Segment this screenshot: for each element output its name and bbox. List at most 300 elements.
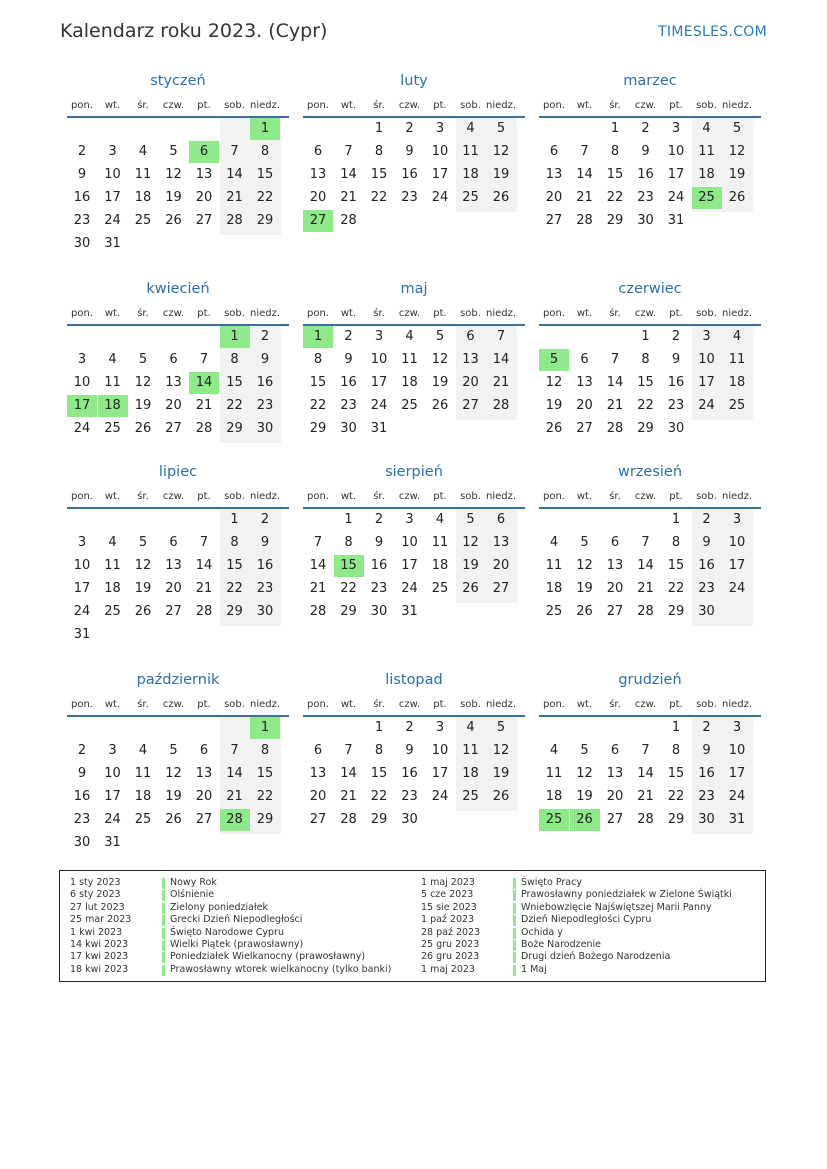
day-cell[interactable]: 12	[492, 144, 510, 159]
day-cell[interactable]: 13	[606, 766, 624, 781]
day-cell[interactable]: 3	[435, 121, 445, 136]
holiday-day-cell[interactable]: 1	[303, 326, 333, 348]
day-cell[interactable]: 22	[256, 789, 274, 804]
day-cell[interactable]: 12	[462, 535, 479, 550]
day-cell[interactable]: 3	[732, 720, 742, 735]
day-cell[interactable]: 31	[401, 604, 418, 619]
day-cell[interactable]: 7	[580, 144, 589, 159]
day-cell[interactable]: 14	[576, 167, 593, 182]
day-cell[interactable]: 26	[462, 581, 479, 596]
day-cell[interactable]: 23	[370, 581, 388, 596]
day-cell[interactable]: 3	[702, 329, 711, 344]
day-cell[interactable]: 16	[256, 558, 274, 573]
day-cell[interactable]: 11	[462, 743, 479, 758]
day-cell[interactable]: 20	[195, 789, 213, 804]
day-cell[interactable]: 10	[104, 766, 121, 781]
day-cell[interactable]: 24	[431, 190, 449, 205]
day-cell[interactable]: 30	[637, 213, 654, 228]
day-cell[interactable]: 10	[370, 352, 388, 367]
day-cell[interactable]: 2	[260, 329, 270, 344]
day-cell[interactable]: 2	[344, 329, 353, 344]
day-cell[interactable]: 2	[641, 121, 650, 136]
day-cell[interactable]: 29	[340, 604, 357, 619]
holiday-day-cell[interactable]: 27	[303, 210, 333, 232]
day-cell[interactable]: 14	[340, 167, 357, 182]
day-cell[interactable]: 4	[435, 512, 445, 527]
day-cell[interactable]: 3	[671, 121, 681, 136]
day-cell[interactable]: 20	[165, 581, 182, 596]
day-cell[interactable]: 13	[606, 558, 624, 573]
day-cell[interactable]: 8	[610, 144, 620, 159]
day-cell[interactable]: 20	[462, 375, 479, 390]
day-cell[interactable]: 21	[226, 789, 243, 804]
day-cell[interactable]: 13	[545, 167, 563, 182]
day-cell[interactable]: 12	[431, 352, 449, 367]
day-cell[interactable]: 23	[256, 581, 274, 596]
day-cell[interactable]: 3	[77, 535, 87, 550]
day-cell[interactable]: 14	[637, 766, 654, 781]
day-cell[interactable]: 24	[667, 190, 685, 205]
day-cell[interactable]: 20	[545, 190, 563, 205]
day-cell[interactable]: 21	[492, 375, 510, 390]
day-cell[interactable]: 11	[728, 352, 746, 367]
day-cell[interactable]: 3	[108, 743, 117, 758]
day-cell[interactable]: 4	[549, 535, 559, 550]
day-cell[interactable]: 8	[671, 535, 681, 550]
day-cell[interactable]: 20	[195, 190, 213, 205]
day-cell[interactable]: 10	[73, 375, 91, 390]
day-cell[interactable]: 2	[77, 144, 87, 159]
day-cell[interactable]: 15	[606, 167, 624, 182]
day-cell[interactable]: 18	[462, 766, 479, 781]
holiday-day-cell[interactable]: 17	[67, 395, 97, 417]
day-cell[interactable]: 5	[580, 743, 589, 758]
day-cell[interactable]: 9	[702, 535, 711, 550]
day-cell[interactable]: 17	[667, 167, 685, 182]
day-cell[interactable]: 26	[728, 190, 746, 205]
day-cell[interactable]: 6	[466, 329, 475, 344]
day-cell[interactable]: 27	[309, 812, 327, 827]
day-cell[interactable]: 12	[165, 766, 182, 781]
day-cell[interactable]: 9	[405, 743, 414, 758]
day-cell[interactable]: 23	[637, 190, 654, 205]
holiday-day-cell[interactable]: 25	[539, 809, 569, 831]
day-cell[interactable]: 13	[195, 167, 213, 182]
day-cell[interactable]: 9	[702, 743, 711, 758]
day-cell[interactable]: 22	[226, 581, 243, 596]
day-cell[interactable]: 12	[134, 558, 152, 573]
day-cell[interactable]: 8	[344, 535, 353, 550]
day-cell[interactable]: 29	[309, 421, 327, 436]
day-cell[interactable]: 19	[134, 581, 152, 596]
day-cell[interactable]: 14	[492, 352, 510, 367]
day-cell[interactable]: 23	[401, 789, 418, 804]
day-cell[interactable]: 30	[698, 604, 715, 619]
holiday-day-cell[interactable]: 6	[189, 141, 219, 163]
day-cell[interactable]: 6	[169, 535, 178, 550]
day-cell[interactable]: 25	[728, 398, 746, 413]
day-cell[interactable]: 28	[606, 421, 624, 436]
day-cell[interactable]: 16	[340, 375, 357, 390]
day-cell[interactable]: 16	[256, 375, 274, 390]
day-cell[interactable]: 2	[405, 121, 414, 136]
day-cell[interactable]: 15	[667, 558, 685, 573]
day-cell[interactable]: 9	[77, 167, 87, 182]
day-cell[interactable]: 23	[401, 190, 418, 205]
day-cell[interactable]: 20	[309, 789, 327, 804]
day-cell[interactable]: 28	[492, 398, 510, 413]
day-cell[interactable]: 17	[104, 789, 121, 804]
day-cell[interactable]: 7	[641, 743, 650, 758]
holiday-day-cell[interactable]: 26	[570, 809, 600, 831]
day-cell[interactable]: 23	[256, 398, 274, 413]
day-cell[interactable]: 19	[576, 581, 593, 596]
day-cell[interactable]: 15	[637, 375, 654, 390]
day-cell[interactable]: 4	[732, 329, 742, 344]
day-cell[interactable]: 12	[576, 766, 593, 781]
day-cell[interactable]: 27	[576, 421, 593, 436]
day-cell[interactable]: 29	[226, 604, 243, 619]
day-cell[interactable]: 20	[576, 398, 593, 413]
day-cell[interactable]: 28	[340, 812, 357, 827]
day-cell[interactable]: 16	[698, 558, 715, 573]
day-cell[interactable]: 2	[77, 743, 87, 758]
day-cell[interactable]: 11	[431, 535, 449, 550]
day-cell[interactable]: 5	[169, 743, 178, 758]
day-cell[interactable]: 30	[340, 421, 357, 436]
day-cell[interactable]: 13	[195, 766, 213, 781]
day-cell[interactable]: 11	[401, 352, 418, 367]
day-cell[interactable]: 26	[492, 190, 510, 205]
day-cell[interactable]: 5	[138, 352, 148, 367]
day-cell[interactable]: 4	[549, 743, 559, 758]
day-cell[interactable]: 7	[199, 352, 209, 367]
day-cell[interactable]: 13	[165, 558, 182, 573]
day-cell[interactable]: 23	[73, 812, 91, 827]
day-cell[interactable]: 22	[667, 581, 685, 596]
day-cell[interactable]: 13	[165, 375, 182, 390]
day-cell[interactable]: 20	[606, 789, 624, 804]
day-cell[interactable]: 25	[462, 190, 479, 205]
day-cell[interactable]: 7	[641, 535, 650, 550]
day-cell[interactable]: 9	[641, 144, 650, 159]
day-cell[interactable]: 23	[340, 398, 357, 413]
day-cell[interactable]: 22	[637, 398, 654, 413]
day-cell[interactable]: 28	[637, 812, 654, 827]
day-cell[interactable]: 29	[667, 812, 685, 827]
day-cell[interactable]: 26	[165, 812, 182, 827]
day-cell[interactable]: 28	[637, 604, 654, 619]
day-cell[interactable]: 12	[545, 375, 563, 390]
day-cell[interactable]: 2	[260, 512, 270, 527]
day-cell[interactable]: 16	[370, 558, 388, 573]
day-cell[interactable]: 24	[73, 421, 91, 436]
day-cell[interactable]: 22	[667, 789, 685, 804]
day-cell[interactable]: 3	[435, 720, 445, 735]
day-cell[interactable]: 6	[610, 743, 620, 758]
day-cell[interactable]: 15	[226, 558, 243, 573]
day-cell[interactable]: 2	[702, 512, 711, 527]
day-cell[interactable]: 11	[134, 766, 152, 781]
day-cell[interactable]: 5	[466, 512, 475, 527]
day-cell[interactable]: 6	[610, 535, 620, 550]
day-cell[interactable]: 21	[195, 398, 213, 413]
day-cell[interactable]: 1	[230, 512, 239, 527]
holiday-day-cell[interactable]: 1	[250, 118, 280, 140]
day-cell[interactable]: 25	[545, 604, 563, 619]
day-cell[interactable]: 6	[313, 144, 323, 159]
day-cell[interactable]: 7	[313, 535, 323, 550]
day-cell[interactable]: 5	[138, 535, 148, 550]
day-cell[interactable]: 26	[576, 604, 593, 619]
day-cell[interactable]: 11	[698, 144, 715, 159]
day-cell[interactable]: 25	[104, 604, 121, 619]
day-cell[interactable]: 30	[401, 812, 418, 827]
day-cell[interactable]: 10	[401, 535, 418, 550]
day-cell[interactable]: 31	[104, 835, 121, 850]
day-cell[interactable]: 4	[138, 144, 148, 159]
day-cell[interactable]: 18	[698, 167, 715, 182]
day-cell[interactable]: 6	[313, 743, 323, 758]
day-cell[interactable]: 11	[462, 144, 479, 159]
day-cell[interactable]: 31	[370, 421, 388, 436]
day-cell[interactable]: 24	[370, 398, 388, 413]
day-cell[interactable]: 17	[73, 581, 91, 596]
day-cell[interactable]: 21	[226, 190, 243, 205]
day-cell[interactable]: 18	[728, 375, 746, 390]
day-cell[interactable]: 17	[728, 766, 746, 781]
day-cell[interactable]: 25	[462, 789, 479, 804]
day-cell[interactable]: 12	[134, 375, 152, 390]
day-cell[interactable]: 16	[73, 190, 91, 205]
day-cell[interactable]: 4	[466, 121, 475, 136]
day-cell[interactable]: 27	[165, 421, 182, 436]
day-cell[interactable]: 19	[431, 375, 449, 390]
day-cell[interactable]: 19	[576, 789, 593, 804]
day-cell[interactable]: 19	[728, 167, 746, 182]
day-cell[interactable]: 18	[134, 789, 152, 804]
day-cell[interactable]: 21	[340, 789, 357, 804]
day-cell[interactable]: 17	[431, 766, 449, 781]
day-cell[interactable]: 25	[134, 213, 152, 228]
holiday-day-cell[interactable]: 1	[220, 326, 250, 348]
day-cell[interactable]: 9	[260, 535, 270, 550]
day-cell[interactable]: 17	[728, 558, 746, 573]
day-cell[interactable]: 8	[313, 352, 323, 367]
day-cell[interactable]: 5	[732, 121, 742, 136]
day-cell[interactable]: 15	[226, 375, 243, 390]
day-cell[interactable]: 1	[374, 720, 384, 735]
day-cell[interactable]: 4	[108, 535, 117, 550]
day-cell[interactable]: 28	[309, 604, 327, 619]
day-cell[interactable]: 4	[405, 329, 414, 344]
day-cell[interactable]: 2	[671, 329, 681, 344]
day-cell[interactable]: 17	[698, 375, 715, 390]
day-cell[interactable]: 10	[728, 743, 746, 758]
day-cell[interactable]: 10	[667, 144, 685, 159]
day-cell[interactable]: 2	[374, 512, 384, 527]
day-cell[interactable]: 22	[340, 581, 357, 596]
day-cell[interactable]: 25	[431, 581, 449, 596]
day-cell[interactable]: 22	[606, 190, 624, 205]
day-cell[interactable]: 31	[728, 812, 746, 827]
day-cell[interactable]: 13	[492, 535, 510, 550]
day-cell[interactable]: 24	[698, 398, 715, 413]
day-cell[interactable]: 18	[134, 190, 152, 205]
day-cell[interactable]: 9	[77, 766, 87, 781]
day-cell[interactable]: 21	[576, 190, 593, 205]
day-cell[interactable]: 26	[134, 421, 152, 436]
day-cell[interactable]: 30	[73, 236, 91, 251]
day-cell[interactable]: 10	[104, 167, 121, 182]
day-cell[interactable]: 21	[637, 789, 654, 804]
holiday-day-cell[interactable]: 18	[98, 395, 128, 417]
day-cell[interactable]: 13	[309, 766, 327, 781]
day-cell[interactable]: 10	[698, 352, 715, 367]
day-cell[interactable]: 16	[667, 375, 685, 390]
day-cell[interactable]: 6	[496, 512, 506, 527]
day-cell[interactable]: 30	[73, 835, 91, 850]
day-cell[interactable]: 29	[606, 213, 624, 228]
day-cell[interactable]: 5	[169, 144, 178, 159]
day-cell[interactable]: 10	[431, 743, 449, 758]
day-cell[interactable]: 3	[405, 512, 414, 527]
day-cell[interactable]: 24	[728, 789, 746, 804]
day-cell[interactable]: 29	[637, 421, 654, 436]
day-cell[interactable]: 1	[374, 121, 384, 136]
day-cell[interactable]: 6	[549, 144, 559, 159]
day-cell[interactable]: 28	[195, 421, 213, 436]
day-cell[interactable]: 21	[637, 581, 654, 596]
day-cell[interactable]: 9	[260, 352, 270, 367]
day-cell[interactable]: 17	[370, 375, 388, 390]
day-cell[interactable]: 28	[195, 604, 213, 619]
day-cell[interactable]: 28	[340, 213, 357, 228]
day-cell[interactable]: 8	[260, 743, 270, 758]
day-cell[interactable]: 20	[492, 558, 510, 573]
day-cell[interactable]: 21	[195, 581, 213, 596]
day-cell[interactable]: 23	[667, 398, 685, 413]
holiday-day-cell[interactable]: 28	[220, 809, 250, 831]
holiday-day-cell[interactable]: 15	[334, 555, 364, 577]
day-cell[interactable]: 17	[401, 558, 418, 573]
day-cell[interactable]: 8	[671, 743, 681, 758]
day-cell[interactable]: 1	[641, 329, 650, 344]
day-cell[interactable]: 23	[73, 213, 91, 228]
day-cell[interactable]: 7	[230, 144, 239, 159]
day-cell[interactable]: 26	[492, 789, 510, 804]
day-cell[interactable]: 29	[370, 812, 388, 827]
day-cell[interactable]: 10	[431, 144, 449, 159]
day-cell[interactable]: 12	[165, 167, 182, 182]
day-cell[interactable]: 20	[606, 581, 624, 596]
day-cell[interactable]: 25	[401, 398, 418, 413]
day-cell[interactable]: 19	[134, 398, 152, 413]
day-cell[interactable]: 13	[309, 167, 327, 182]
day-cell[interactable]: 11	[104, 375, 121, 390]
day-cell[interactable]: 27	[492, 581, 510, 596]
day-cell[interactable]: 24	[431, 789, 449, 804]
day-cell[interactable]: 21	[340, 190, 357, 205]
day-cell[interactable]: 22	[226, 398, 243, 413]
day-cell[interactable]: 6	[199, 743, 209, 758]
day-cell[interactable]: 14	[309, 558, 327, 573]
day-cell[interactable]: 7	[610, 352, 620, 367]
day-cell[interactable]: 8	[260, 144, 270, 159]
day-cell[interactable]: 11	[104, 558, 121, 573]
day-cell[interactable]: 18	[401, 375, 418, 390]
day-cell[interactable]: 15	[667, 766, 685, 781]
day-cell[interactable]: 22	[309, 398, 327, 413]
day-cell[interactable]: 5	[496, 720, 506, 735]
day-cell[interactable]: 20	[165, 398, 182, 413]
day-cell[interactable]: 26	[545, 421, 563, 436]
day-cell[interactable]: 18	[545, 581, 563, 596]
day-cell[interactable]: 27	[165, 604, 182, 619]
day-cell[interactable]: 8	[641, 352, 650, 367]
brand-logo[interactable]: TIMESLES.COM	[658, 24, 767, 40]
day-cell[interactable]: 16	[401, 766, 418, 781]
holiday-day-cell[interactable]: 1	[250, 717, 280, 739]
day-cell[interactable]: 27	[195, 213, 213, 228]
day-cell[interactable]: 27	[606, 812, 624, 827]
day-cell[interactable]: 17	[104, 190, 121, 205]
day-cell[interactable]: 20	[309, 190, 327, 205]
day-cell[interactable]: 29	[667, 604, 685, 619]
day-cell[interactable]: 27	[462, 398, 479, 413]
day-cell[interactable]: 26	[431, 398, 449, 413]
day-cell[interactable]: 7	[344, 144, 353, 159]
day-cell[interactable]: 1	[610, 121, 620, 136]
day-cell[interactable]: 7	[230, 743, 239, 758]
day-cell[interactable]: 15	[370, 766, 388, 781]
day-cell[interactable]: 2	[702, 720, 711, 735]
day-cell[interactable]: 9	[671, 352, 681, 367]
day-cell[interactable]: 6	[169, 352, 178, 367]
day-cell[interactable]: 14	[226, 766, 243, 781]
day-cell[interactable]: 30	[370, 604, 388, 619]
day-cell[interactable]: 24	[104, 213, 121, 228]
day-cell[interactable]: 21	[606, 398, 624, 413]
day-cell[interactable]: 24	[728, 581, 746, 596]
day-cell[interactable]: 3	[108, 144, 117, 159]
day-cell[interactable]: 30	[256, 604, 274, 619]
day-cell[interactable]: 13	[576, 375, 593, 390]
day-cell[interactable]: 27	[195, 812, 213, 827]
day-cell[interactable]: 25	[134, 812, 152, 827]
day-cell[interactable]: 12	[728, 144, 746, 159]
day-cell[interactable]: 4	[702, 121, 711, 136]
day-cell[interactable]: 25	[104, 421, 121, 436]
day-cell[interactable]: 30	[698, 812, 715, 827]
day-cell[interactable]: 15	[370, 167, 388, 182]
day-cell[interactable]: 22	[256, 190, 274, 205]
day-cell[interactable]: 14	[226, 167, 243, 182]
day-cell[interactable]: 18	[431, 558, 449, 573]
day-cell[interactable]: 27	[606, 604, 624, 619]
holiday-day-cell[interactable]: 5	[539, 349, 569, 371]
day-cell[interactable]: 23	[698, 789, 715, 804]
day-cell[interactable]: 21	[309, 581, 327, 596]
day-cell[interactable]: 7	[199, 535, 209, 550]
holiday-day-cell[interactable]: 14	[189, 372, 219, 394]
day-cell[interactable]: 19	[462, 558, 479, 573]
day-cell[interactable]: 18	[545, 789, 563, 804]
day-cell[interactable]: 15	[309, 375, 327, 390]
day-cell[interactable]: 10	[73, 558, 91, 573]
day-cell[interactable]: 4	[138, 743, 148, 758]
day-cell[interactable]: 30	[256, 421, 274, 436]
